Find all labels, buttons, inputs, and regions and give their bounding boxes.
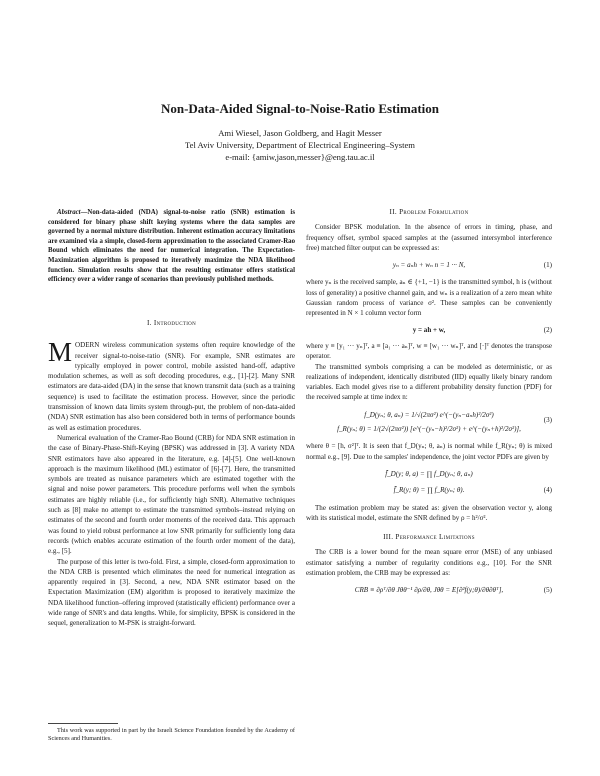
equation-3: f_D(yₙ; θ, aₙ) = 1/√(2πσ²) e^(−(yₙ−aₙh)²/2σ²) f_R(yₙ; θ) = 1/(2√(2πσ²)) [e^(−(yₙ−h)²/2σ²) + e^(−(yₙ+h)²/2σ²)], (3)	[337, 410, 552, 434]
email-line: e-mail: {amiw,jason,messer}@eng.tau.ac.il	[225, 152, 375, 162]
affiliation: Tel Aviv University, Department of Electrical Engineering–System	[185, 140, 415, 150]
footnote: This work was supported in part by the Israeli Science Foundation founded by the Academy of Sciences and Humanities.	[48, 727, 295, 743]
intro-paragraph-1: MODERN wireless communication systems often require knowledge of the receiver signal-to-noise-ratio (SNR). For example, SNR estimates are typically employed in power control, mobile assisted hand-off, adaptive modulation schemes, as well as soft decoding procedures, e.g., [1]-[2]. Many SNR estimators are data-aided (DA) in the sense that known transmit data (such as a training sequence) is used to facilitate the estimation process. However, since the periodic transmission of known data limits system through-put, the problem of non-data-aided (NDA) SNR estimation has also been considered both in terms of performance bounds as well as estimation procedures.	[48, 337, 295, 432]
problem-paragraph-1: Consider BPSK modulation. In the absence of errors in timing, phase, and frequency offset, symbol spaced samples at the (assumed intersymbol interference free) matched filter output can be expressed as:	[306, 223, 552, 252]
abstract-lead: Abstract	[57, 209, 81, 216]
author-block	[0, 127, 600, 163]
abstract	[48, 208, 295, 285]
intro-paragraph-2: Numerical evaluation of the Cramer-Rao Bound (CRB) for NDA SNR estimation in the case of Binary-Phase-Shift-Keying (BPSK) was addressed in [3]. A variety NDA SNR estimators have also appeared in the literature, e.g. [4]-[5]. One well-known approach is the maximum likelihood (ML) estimator of [6]-[7]. Here, the transmitted symbols are treated as nuisance parameters which are estimated together with the signal and noise power parameters. This procedure performs well when the symbols estimates are highly reliable (i.e., for sufficiently high SNR). Alternative techniques such as [8] make no attempt to estimate the transmitted symbols–instead relying on estimates of the second and fourth order moments of the received data. This approach was found to yield robust performance at low SNR primarily for sufficiently long data records (which enables accurate estimation of the fourth order moment of the data), e.g., [5].	[48, 433, 295, 556]
introduction-section	[48, 318, 295, 629]
problem-paragraph-3: where y ≡ [y₁ ··· yₙ]ᵀ, a ≡ [a₁ ··· aₙ]ᵀ, w ≡ [w₁ ··· wₙ]ᵀ, and [·]ᵀ denotes the transpose operator.	[306, 341, 552, 361]
footnote-rule	[48, 723, 118, 724]
problem-paragraph-4: The transmitted symbols comprising a can be modeled as deterministic, or as realizations of independent, identically distributed (IID) equally likely binary random variables. Each model gives rise to a different probability density function (PDF) for the received sample at time index n:	[306, 362, 552, 402]
equation-5: CRB ≡ ∂ρᵀ/∂θ Jθθ⁻¹ ∂ρ/∂θ, Jθθ = E[∂²f(y;θ)/∂θ∂θᵀ], (5)	[354, 586, 552, 595]
problem-paragraph-2: where yₙ is the received sample, aₙ ∈ {+1, −1} is the transmitted symbol, h is (without loss of generality) a positive channel gain, and wₙ is a realization of a zero mean white Gaussian random process of variance σ². These samples can be conveniently represented in N × 1 column vector form	[306, 278, 552, 318]
problem-paragraph-6: The estimation problem may be stated as: given the observation vector y, along with its statistical model, estimate the SNR defined by ρ = h²/σ².	[306, 503, 552, 522]
section-heading-problem: II. Problem Formulation	[389, 208, 469, 216]
equation-1: yₙ = aₙh + wₙ n = 1 ··· N, (1)	[392, 261, 552, 270]
problem-section	[306, 207, 552, 603]
drop-cap: M	[48, 337, 73, 368]
performance-paragraph-1: The CRB is a lower bound for the mean square error (MSE) of any unbiased estimator satisfying a number of regularity conditions e.g., [10]. For the SNR estimation problem, the CRB may be expressed as:	[306, 548, 552, 578]
paper-title: Non-Data-Aided Signal-to-Noise-Ratio Estimation	[160, 101, 440, 116]
intro-paragraph-3: The purpose of this letter is two-fold. First, a simple, closed-form approximation to the NDA CRB is presented which eliminates the need for numerical integration as apparently required in [3]. Second, a new, NDA SNR estimator based on the Expectation Maximization (EM) algorithm is proposed to iteratively maximize the NDA likelihood function–offering improved (statistically efficient) performance over a wide range of SNR's and data lengths. While, for simplicity, BPSK is considered in the sequel, generalization to M-PSK is straight-forward.	[48, 557, 295, 628]
abstract-text: —Non-data-aided (NDA) signal-to-noise ratio (SNR) estimation is considered for binary phase shift keying systems where the data samples are governed by a normal mixture distribution. Inherent estimation accuracy limitations are examined via a simple, closed-form approximation to the associated Cramer-Rao Bound which eliminates the need for numerical integration. The Expectation-Maximization algorithm is proposed to iteratively maximize the NDA likelihood function. Simulation results show that the resulting estimator offers statistical efficiency over a wider range of scenarios than previously published methods.	[48, 209, 295, 284]
equation-4: f̄_D(y; θ, a) = ∏ f_D(yₙ; θ, aₙ) f̄_R(y; θ) = ∏ f_R(yₙ; θ). (4)	[385, 469, 552, 495]
author-names: Ami Wiesel, Jason Goldberg, and Hagit Messer	[218, 128, 382, 138]
section-heading-intro: I. Introduction	[146, 319, 196, 327]
equation-2: y = ah + w, (2)	[412, 325, 552, 334]
problem-paragraph-5: where θ = [h, σ²]ᵀ. It is seen that f_D(yₙ; θ, aₙ) is normal while f_R(yₙ; θ) is mixed normal e.g., [9]. Due to the samples' independence, the joint vector PDFs are given by	[306, 442, 552, 461]
section-heading-performance: III. Performance Limitations	[383, 533, 475, 542]
